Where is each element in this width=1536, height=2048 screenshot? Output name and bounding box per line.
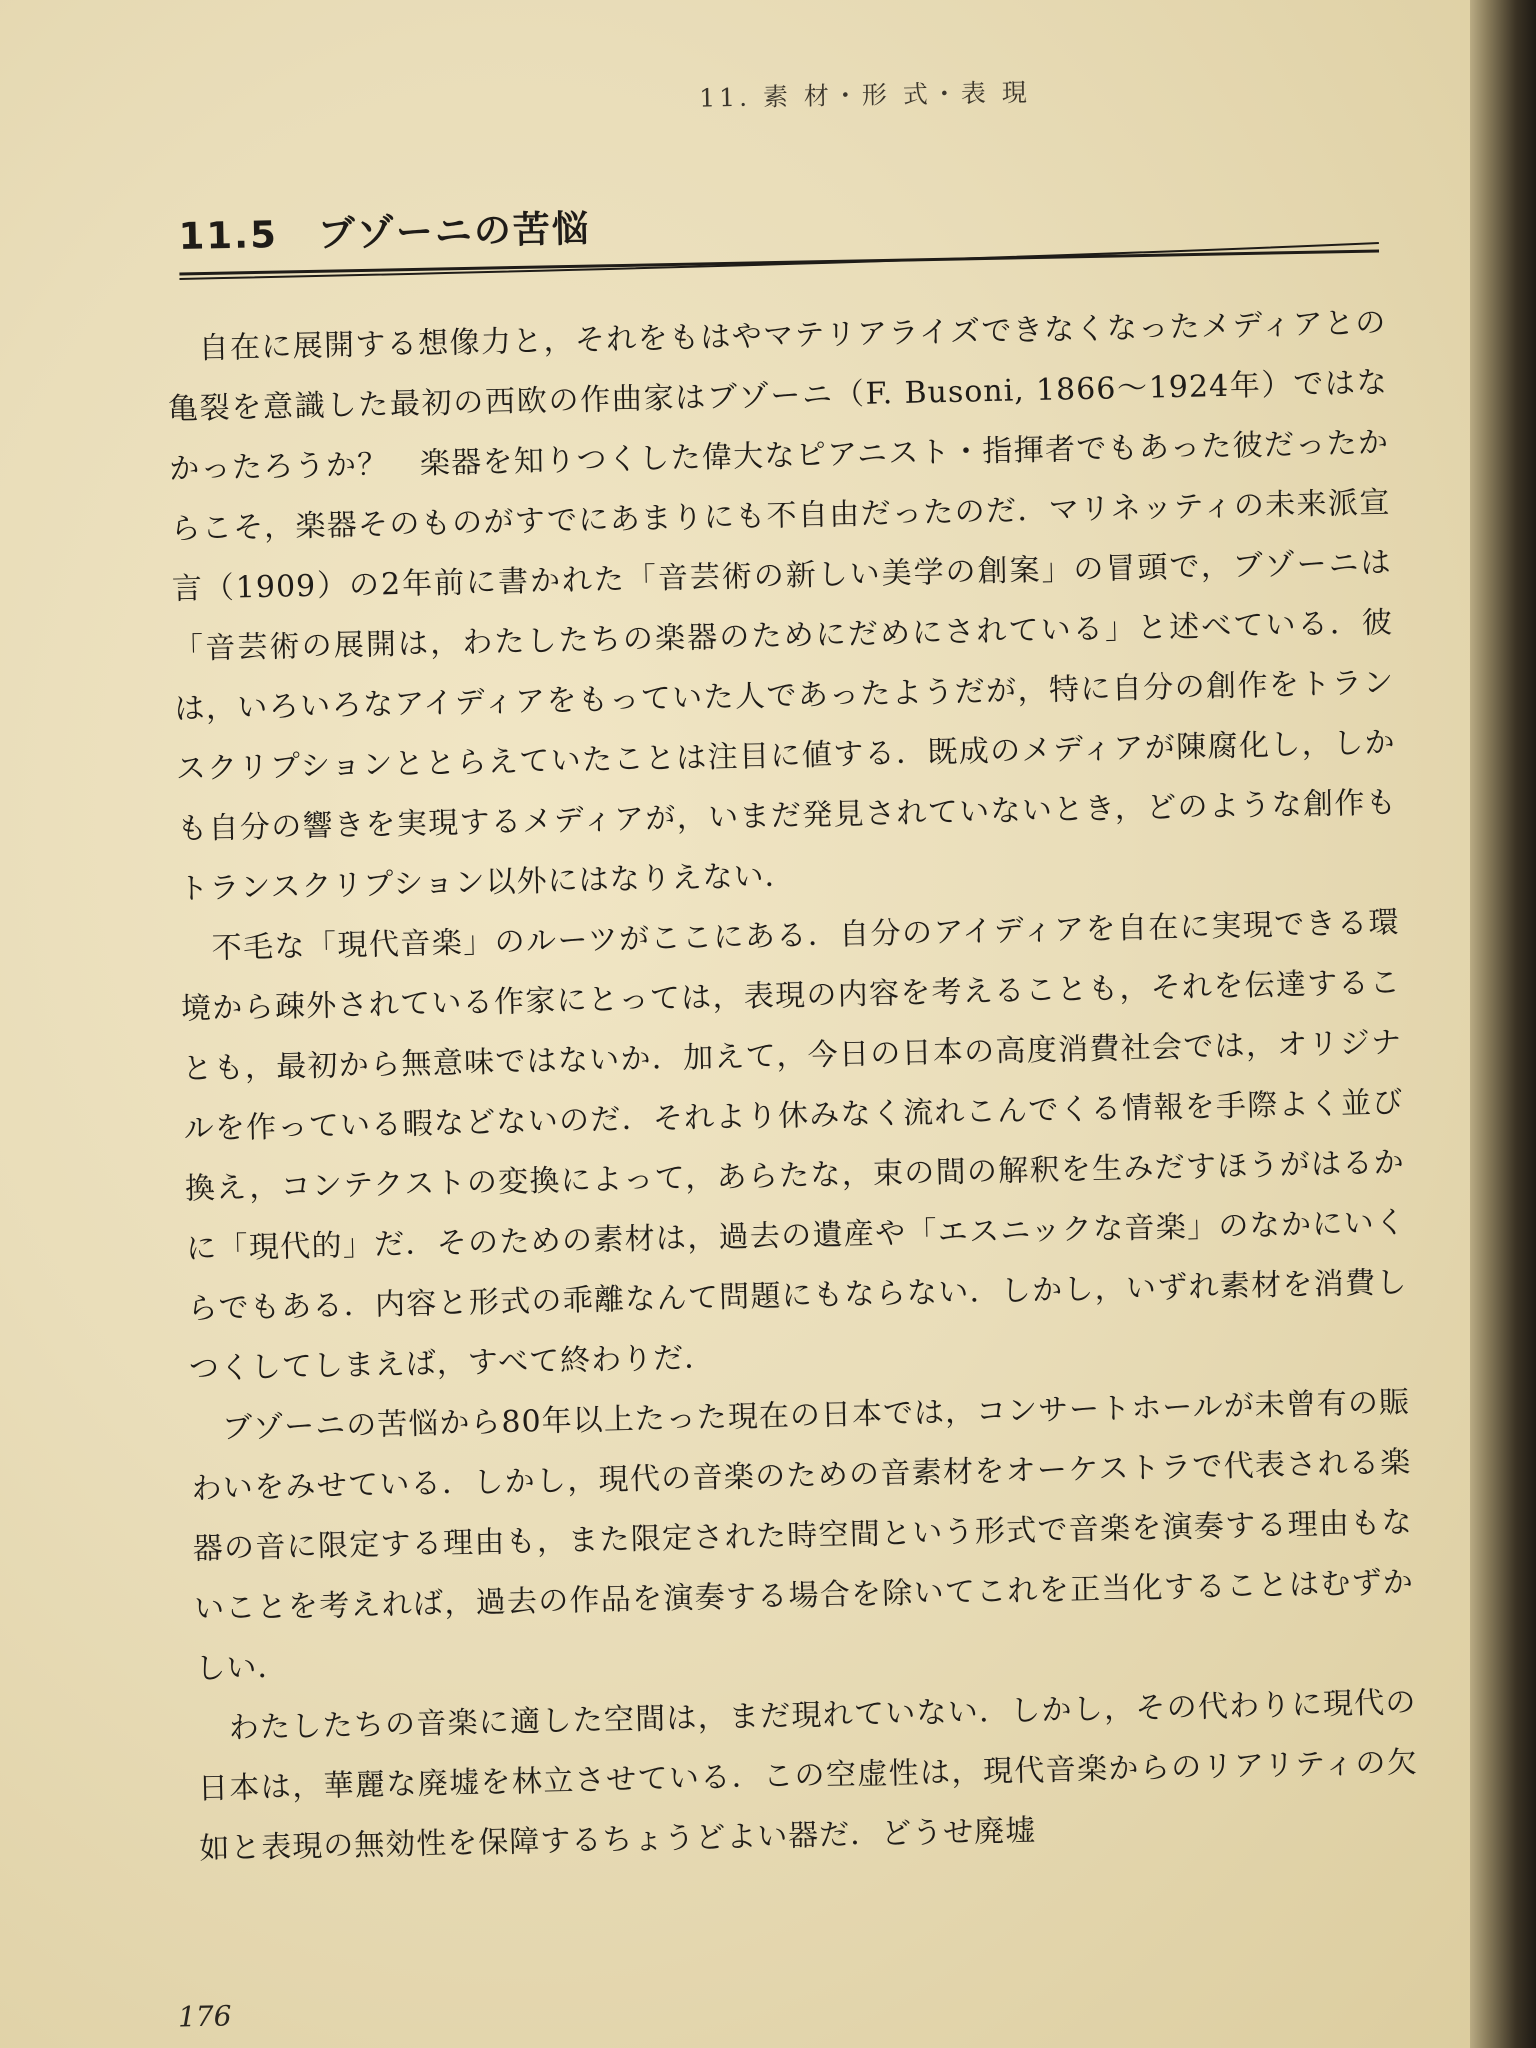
running-head	[0, 65, 1470, 127]
paragraph: 自在に展開する想像力と，それをもはやマテリアライズできなくなったメディアとの亀裂を意識した最初の西欧の作曲家はブゾーニ（F. Busoni, 1866～1924年）ではなかったろうか？ 楽器を知りつくした偉大なピアニスト・指揮者でもあった彼だったからこそ，楽器そのものがすでにあまりにも不自由だったのだ．マリネッティの未来派宣言（1909）の2年前に書かれた「音芸術の新しい美学の創案」の冒頭で，ブゾーニは「音芸術の展開は，わたしたちの楽器のためにだめにされている」と述べている．彼は，いろいろなアイディアをもっていた人であったようだが，特に自分の創作をトランスクリプションととらえていたことは注目に値する．既成のメディアが陳腐化し，しかも自分の響きを実現するメディアが，いまだ発見されていないとき，どのような創作もトランスクリプション以外にはなりえない．	[167, 305, 1398, 907]
section-number: 11.5	[178, 213, 279, 258]
page-number: 176	[177, 1999, 232, 2034]
paragraph: ブゾーニの苦悩から80年以上たった現在の日本では，コンサートホールが未曾有の賑わいをみせている．しかし，現代の音楽のための音素材をオーケストラで代表される楽器の音に限定する理由も，また限定された時空間という形式で音楽を演奏する理由もないことを考えれば，過去の作品を演奏する場合を除いてこれを正当化することはむずかしい．	[191, 1385, 1415, 1687]
section-heading	[178, 183, 1380, 296]
section-title-text: ブゾーニの苦悩	[317, 207, 592, 256]
running-head-text: 11. 素 材・形 式・表 現	[698, 77, 1031, 113]
body-text	[166, 293, 1420, 1879]
paragraph: 不毛な「現代音楽」のルーツがここにある．自分のアイディアを自在に実現できる環境から疎外されている作家にとっては，表現の内容を考えることも，それを伝達することも，最初から無意味ではないか．加えて，今日の日本の高度消費社会では，オリジナルを作っている暇などないのだ．それより休みなく流れこんでくる情報を手際よく並び換え，コンテクストの変換によって，あらたな，束の間の解釈を生みだすほうがはるかに「現代的」だ．そのための素材は，過去の遺産や「エスニックな音楽」のなかにいくらでもある．内容と形式の乖離なんて問題にもならない．しかし，いずれ素材を消費しつくしてしまえば，すべて終わりだ．	[180, 905, 1408, 1387]
paragraph: わたしたちの音楽に適した空間は，まだ現れていない．しかし，その代わりに現代の日本は，華麗な廃墟を林立させている．この空虚性は，現代音楽からのリアリティの欠如と表現の無効性を保障するちょうどよい器だ．どうせ廃墟	[197, 1685, 1419, 1867]
page-edge-shadow	[1470, 0, 1536, 2048]
